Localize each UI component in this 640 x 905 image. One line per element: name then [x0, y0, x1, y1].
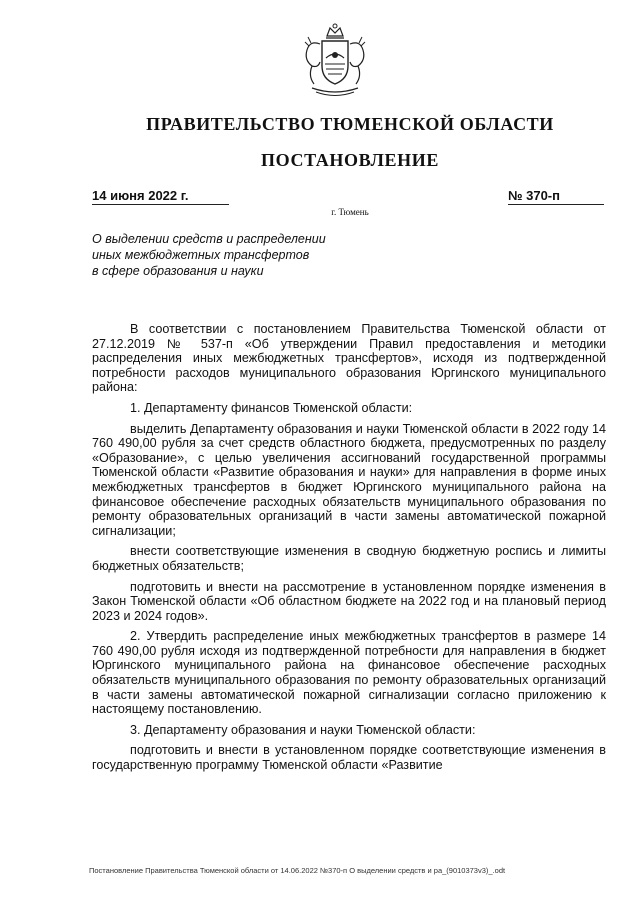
document-body	[92, 322, 606, 779]
body-paragraph: внести соответствующие изменения в сводную бюджетную роспись и лимиты бюджетных обязательств;	[92, 544, 606, 573]
footer-filename: Постановление Правительства Тюменской области от 14.06.2022 №370-п О выделении средств и ра_(9010373v3)_.odt	[89, 866, 506, 875]
government-title: ПРАВИТЕЛЬСТВО ТЮМЕНСКОЙ ОБЛАСТИ	[146, 114, 554, 134]
body-paragraph: В соответствии с постановлением Правительства Тюменской области от 27.12.2019 № 537-п «Об утверждении Правил предоставления и методики распределения иных межбюджетных трансфертов», исходя из подтвержденной потребности расходов муниципального образования Юргинского муниципального района:	[92, 322, 606, 395]
body-paragraph: подготовить и внести в установленном порядке соответствующие изменения в государственную программу Тюменской области «Развитие	[92, 743, 606, 773]
body-paragraph: 2. Утвердить распределение иных межбюджетных трансфертов в размере 14 760 490,00 рубля исходя из подтвержденной потребности для направления в бюджет Юргинского муниципального района на финансовое обеспечение расходных обязательств муниципального образования по ремонту образовательных организаций в части замены автоматической пожарной сигнализации согласно приложению к настоящему постановлению.	[92, 629, 606, 717]
subject-line: иных межбюджетных трансфертов	[92, 248, 310, 262]
subject-line: О выделении средств и распределении	[92, 232, 326, 246]
document-type-heading: ПОСТАНОВЛЕНИЕ	[261, 150, 439, 170]
body-paragraph: 3. Департаменту образования и науки Тюменской области:	[130, 722, 476, 737]
document-date: 14 июня 2022 г.	[92, 188, 229, 205]
city-label: г. Тюмень	[331, 207, 369, 217]
coat-of-arms-icon	[300, 22, 370, 100]
body-paragraph: выделить Департаменту образования и науки Тюменской области в 2022 году 14 760 490,00 рубля за счет средств областного бюджета, предусмотренных по разделу «Образование», с целью увеличения ассигнований государственной программы Тюменской области «Развитие образования и науки» для направления в форме иных межбюджетных трансфертов в бюджет Юргинского муниципального района на финансовое обеспечение расходных обязательств муниципального образования по ремонту образовательных организаций в части замены автоматической пожарной сигнализации;	[92, 421, 606, 538]
document-number: № 370-п	[508, 188, 604, 205]
body-paragraph: подготовить и внести на рассмотрение в установленном порядке изменения в Закон Тюменской области «Об областном бюджете на 2022 год и на плановый период 2023 и 2024 годов».	[92, 579, 606, 623]
body-paragraph: 1. Департаменту финансов Тюменской области:	[130, 400, 413, 415]
subject-line: в сфере образования и науки	[92, 264, 264, 278]
document-subject	[92, 231, 392, 279]
